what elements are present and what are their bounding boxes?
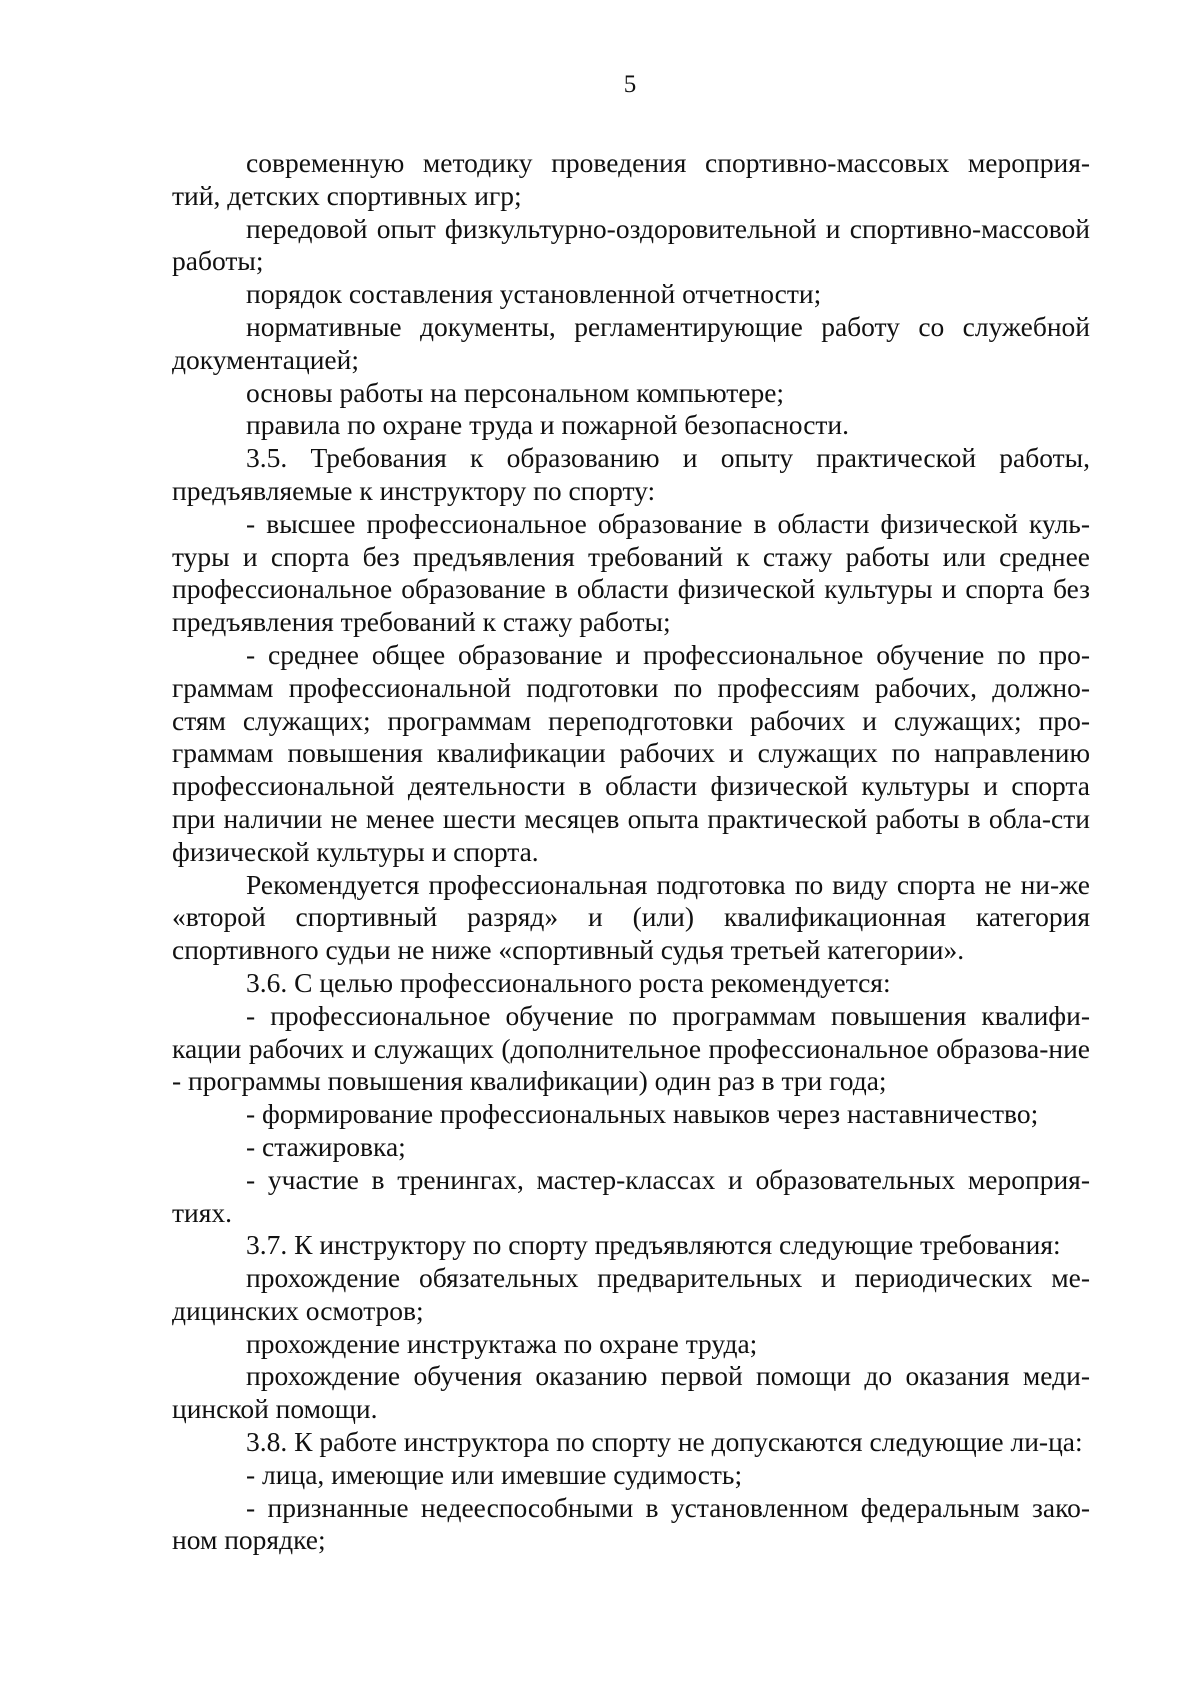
paragraph-methods: современную методику проведения спортивно-массовых мероприя-тий, детских спортивных игр; xyxy=(172,147,1090,211)
requirement-general-education: - среднее общее образование и профессиональное обучение по про-граммам профессиональной подготовки по профессиям рабочих, должно-стям служащих; программам переподготовки рабочих и служащих; про-граммам повышения квалификации рабочих и служащих по направлению профессиональной деятельности в области физической культуры и спорта при наличии не менее шести месяцев опыта практической работы в обла-сти физической культуры и спорта. xyxy=(172,638,1090,867)
section-3-6-heading: 3.6. С целью профессионального роста рекомендуется: xyxy=(246,966,891,998)
page-number: 5 xyxy=(623,71,637,98)
section-3-5-heading: 3.5. Требования к образованию и опыту практической работы, предъявляемые к инструктору по спорту: xyxy=(172,442,1090,506)
growth-training: - профессиональное обучение по программам повышения квалифи-кации рабочих и служащих (дополнительное профессиональное образова-ние - программы повышения квалификации) один раз в три года; xyxy=(172,999,1090,1097)
requirement-higher-education: - высшее профессиональное образование в области физической куль-туры и спорта без предъявления требований к стажу работы или среднее профессиональное образование в области физической культуры и спорта без предъявления требований к стажу работы; xyxy=(172,507,1090,638)
growth-mentoring: - формирование профессиональных навыков через наставничество; xyxy=(246,1098,1039,1130)
requirement-safety-briefing: прохождение инструктажа по охране труда; xyxy=(246,1327,758,1359)
paragraph-experience: передовой опыт физкультурно-оздоровительной и спортивно-массовой работы; xyxy=(172,212,1090,277)
paragraph-safety-rules: правила по охране труда и пожарной безопасности. xyxy=(246,409,850,441)
recommendation-sport-rank: Рекомендуется профессиональная подготовка по виду спорта не ни-же «второй спортивный разряд» и (или) квалификационная категория спортивного судьи не ниже «спортивный судья третьей категории». xyxy=(172,868,1090,966)
growth-internship: - стажировка; xyxy=(246,1130,406,1162)
requirement-first-aid: прохождение обучения оказанию первой помощи до оказания меди-цинской помощи. xyxy=(172,1360,1090,1425)
paragraph-reporting: порядок составления установленной отчетности; xyxy=(246,278,822,310)
paragraph-regulations: нормативные документы, регламентирующие работу со служебной документацией; xyxy=(172,310,1090,375)
requirement-medical-exams: прохождение обязательных предварительных и периодических ме-дицинских осмотров; xyxy=(172,1262,1090,1326)
paragraph-computer: основы работы на персональном компьютере; xyxy=(246,376,785,408)
growth-workshops: - участие в тренингах, мастер-классах и образовательных мероприя-тиях. xyxy=(172,1163,1090,1228)
section-3-7-heading: 3.7. К инструктору по спорту предъявляются следующие требования: xyxy=(246,1229,1061,1261)
restriction-criminal-record: - лица, имеющие или имевшие судимость; xyxy=(246,1458,743,1490)
document-body xyxy=(172,147,1090,1557)
restriction-incapacity: - признанные недееспособными в установленном федеральным зако-ном порядке; xyxy=(172,1491,1090,1556)
section-3-8-heading: 3.8. К работе инструктора по спорту не допускаются следующие ли-ца: xyxy=(246,1426,1083,1458)
